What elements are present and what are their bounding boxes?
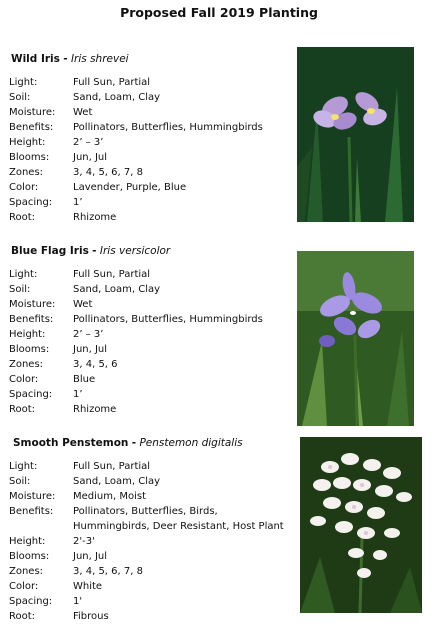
- attr-value: Blue: [73, 374, 96, 385]
- attr-value: 3, 4, 5, 6: [73, 359, 118, 370]
- attr-label: Zones:: [9, 566, 44, 577]
- wild-iris-photo: [297, 47, 414, 222]
- common-name: Wild Iris: [11, 53, 60, 65]
- attr-label: Benefits:: [9, 122, 54, 133]
- attr-label: Blooms:: [9, 551, 50, 562]
- attr-value: Rhizome: [73, 212, 117, 223]
- attr-value: Wet: [73, 107, 93, 118]
- blue-flag-iris-photo: [297, 251, 414, 426]
- attr-value: 1’: [73, 389, 83, 400]
- attr-value: 3, 4, 5, 6, 7, 8: [73, 167, 143, 178]
- attr-value: Pollinators, Butterflies, Hummingbirds: [73, 122, 263, 133]
- attr-value: 2’ – 3’: [73, 137, 104, 148]
- attr-label: Light:: [9, 269, 38, 280]
- attr-value: Full Sun, Partial: [73, 77, 151, 88]
- attr-label: Spacing:: [9, 596, 53, 607]
- attr-value: Pollinators, Butterflies, Birds, Hummingbirds, Deer Resistant, Host Plant: [73, 506, 284, 532]
- attr-label: Light:: [9, 461, 38, 472]
- attr-label: Moisture:: [9, 491, 56, 502]
- attr-label: Light:: [9, 77, 38, 88]
- scientific-name: Penstemon digitalis: [139, 437, 243, 449]
- attr-value: Sand, Loam, Clay: [73, 476, 161, 487]
- attr-value: 3, 4, 5, 6, 7, 8: [73, 566, 143, 577]
- attr-label: Zones:: [9, 359, 44, 370]
- attr-label: Soil:: [9, 476, 31, 487]
- attr-value: White: [73, 581, 103, 592]
- attr-value: 1’: [73, 197, 83, 208]
- scientific-name: Iris versicolor: [99, 245, 171, 257]
- attr-label: Soil:: [9, 92, 31, 103]
- attr-label: Zones:: [9, 167, 44, 178]
- page-title: Proposed Fall 2019 Planting: [120, 5, 318, 20]
- attr-value: Lavender, Purple, Blue: [73, 182, 187, 193]
- plant-heading: [11, 245, 170, 257]
- attr-label: Blooms:: [9, 152, 50, 163]
- attr-value: Full Sun, Partial: [73, 269, 151, 280]
- attr-value: 2'-3': [73, 536, 95, 547]
- attr-value: Full Sun, Partial: [73, 461, 151, 472]
- scientific-name: Iris shrevei: [70, 53, 129, 65]
- attr-label: Soil:: [9, 284, 31, 295]
- name-separator: -: [63, 53, 68, 65]
- attr-value: Medium, Moist: [73, 491, 146, 502]
- attr-value: 1': [73, 596, 83, 607]
- attr-value: Jun, Jul: [73, 152, 108, 163]
- attr-label: Spacing:: [9, 197, 53, 208]
- attr-label: Root:: [9, 404, 36, 415]
- attr-label: Blooms:: [9, 344, 50, 355]
- name-separator: -: [92, 245, 97, 257]
- attr-value: Wet: [73, 299, 93, 310]
- attr-label: Height:: [9, 329, 46, 340]
- attr-value: Jun, Jul: [73, 344, 108, 355]
- attr-label: Benefits:: [9, 314, 54, 325]
- attr-value: Fibrous: [73, 611, 109, 622]
- attr-label: Root:: [9, 611, 36, 622]
- attr-value: Rhizome: [73, 404, 117, 415]
- plant-heading: [11, 53, 129, 65]
- attr-value: Jun, Jul: [73, 551, 108, 562]
- attr-value: Pollinators, Butterflies, Hummingbirds: [73, 314, 263, 325]
- attr-label: Root:: [9, 212, 36, 223]
- attr-value: Sand, Loam, Clay: [73, 284, 161, 295]
- attr-value: 2’ – 3’: [73, 329, 104, 340]
- attr-label: Spacing:: [9, 389, 53, 400]
- name-separator: -: [131, 437, 137, 449]
- attr-label: Color:: [9, 182, 39, 193]
- attr-label: Benefits:: [9, 506, 54, 517]
- attr-value: Sand, Loam, Clay: [73, 92, 161, 103]
- attr-label: Height:: [9, 536, 46, 547]
- attr-label: Color:: [9, 581, 39, 592]
- common-name: Smooth Penstemon: [13, 437, 129, 449]
- attr-label: Moisture:: [9, 107, 56, 118]
- common-name: Blue Flag Iris: [11, 245, 89, 257]
- attr-label: Moisture:: [9, 299, 56, 310]
- smooth-penstemon-photo: [300, 437, 422, 613]
- attr-label: Color:: [9, 374, 39, 385]
- plant-heading: [13, 437, 243, 449]
- attr-label: Height:: [9, 137, 46, 148]
